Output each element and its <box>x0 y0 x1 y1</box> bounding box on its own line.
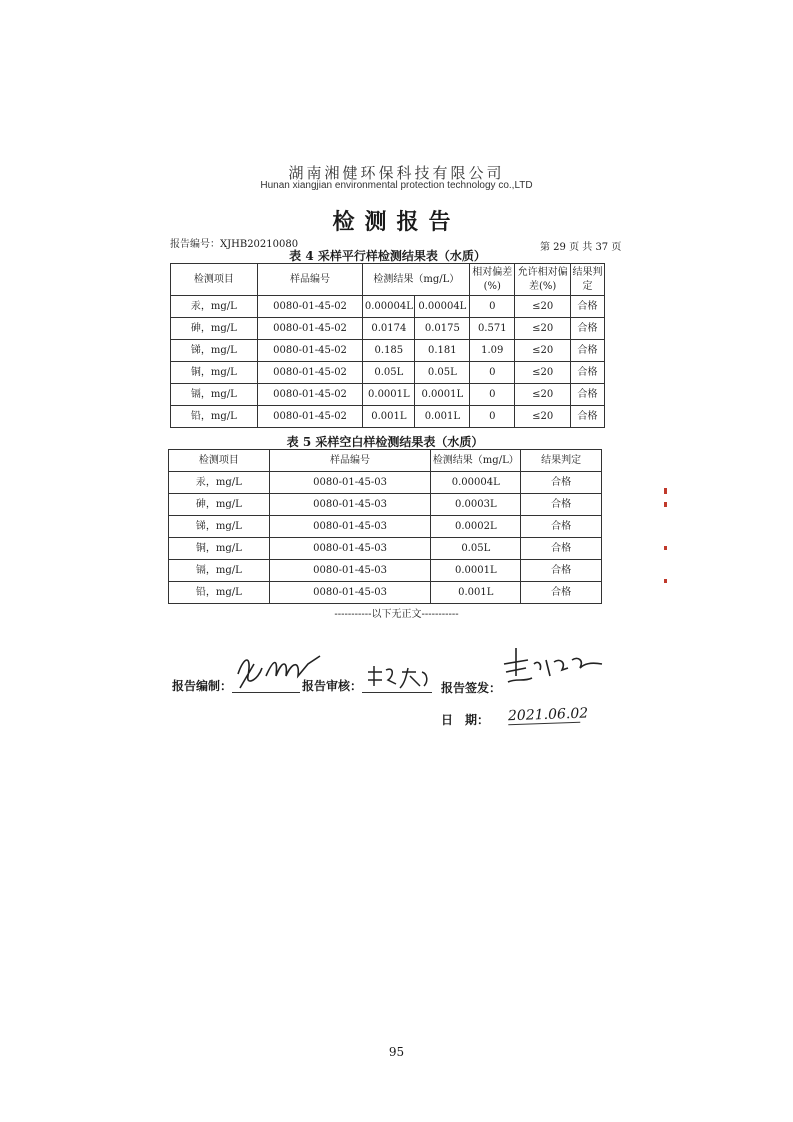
table5-row <box>169 560 602 582</box>
table4-cell-sample: 0080-01-45-02 <box>257 296 363 318</box>
table5-cell-verdict: 合格 <box>521 582 602 604</box>
end-of-content-note: -----------以下无正文----------- <box>334 609 459 620</box>
table4-cell-verdict: 合格 <box>571 384 605 406</box>
table4-cell-result-1: 0.185 <box>363 340 415 362</box>
table4-cell-sample: 0080-01-45-02 <box>257 406 363 428</box>
table4-cell-result-2: 0.0001L <box>415 384 470 406</box>
table4-cell-item: 铜，mg/L <box>171 362 258 384</box>
table4-cell-verdict: 合格 <box>571 296 605 318</box>
table5-cell-item: 铅，mg/L <box>169 582 270 604</box>
table5-cell-result: 0.0001L <box>431 560 521 582</box>
table4-cell-item: 铅，mg/L <box>171 406 258 428</box>
table4-cell-result-2: 0.001L <box>415 406 470 428</box>
table5-cell-verdict: 合格 <box>521 516 602 538</box>
table4-header-item: 检测项目 <box>171 264 258 296</box>
approved-by-signature <box>498 642 608 694</box>
table5-cell-item: 汞，mg/L <box>169 472 270 494</box>
table5-row <box>169 494 602 516</box>
table5-cell-verdict: 合格 <box>521 560 602 582</box>
table5-cell-item: 铜，mg/L <box>169 538 270 560</box>
table5-row <box>169 472 602 494</box>
table5-cell-result: 0.0002L <box>431 516 521 538</box>
table5 <box>168 449 602 604</box>
table5-cell-verdict: 合格 <box>521 494 602 516</box>
table5-cell-verdict: 合格 <box>521 472 602 494</box>
table4-cell-item: 汞，mg/L <box>171 296 258 318</box>
table4-cell-verdict: 合格 <box>571 406 605 428</box>
table4-cell-result-2: 0.05L <box>415 362 470 384</box>
date-label: 日 期： <box>441 713 490 727</box>
table4-cell-rel-dev: 1.09 <box>470 340 515 362</box>
table4-cell-allow-dev: ≤20 <box>515 296 571 318</box>
table5-cell-result: 0.001L <box>431 582 521 604</box>
table4-header-allow-dev: 允许相对偏差(%) <box>515 264 571 296</box>
table5-cell-verdict: 合格 <box>521 538 602 560</box>
table5-cell-result: 0.0003L <box>431 494 521 516</box>
table5-cell-sample: 0080-01-45-03 <box>269 582 431 604</box>
table4-cell-rel-dev: 0 <box>470 296 515 318</box>
table4-cell-sample: 0080-01-45-02 <box>257 318 363 340</box>
report-number: 报告编号：XJHB20210080 <box>170 239 299 250</box>
table4-cell-allow-dev: ≤20 <box>515 384 571 406</box>
table5-cell-sample: 0080-01-45-03 <box>269 538 431 560</box>
scan-edge-mark <box>664 579 667 583</box>
table4-cell-result-2: 0.00004L <box>415 296 470 318</box>
table4-cell-result-2: 0.181 <box>415 340 470 362</box>
table4-cell-sample: 0080-01-45-02 <box>257 340 363 362</box>
table4-row <box>171 340 605 362</box>
table5-cell-result: 0.00004L <box>431 472 521 494</box>
table4-cell-verdict: 合格 <box>571 340 605 362</box>
table4-row <box>171 384 605 406</box>
table4-cell-item: 砷，mg/L <box>171 318 258 340</box>
reviewed-by-label: 报告审核： <box>302 679 363 693</box>
scan-edge-mark <box>664 546 667 550</box>
table5-cell-result: 0.05L <box>431 538 521 560</box>
table4-cell-result-1: 0.05L <box>363 362 415 384</box>
table4-cell-result-1: 0.0174 <box>363 318 415 340</box>
table4-header-row <box>171 264 605 296</box>
page-number: 95 <box>388 1045 405 1059</box>
company-name-cn: 湖南湘健环保科技有限公司 <box>288 164 505 182</box>
table4-cell-result-2: 0.0175 <box>415 318 470 340</box>
table4-row <box>171 406 605 428</box>
table4-cell-rel-dev: 0 <box>470 384 515 406</box>
table4-cell-result-1: 0.001L <box>363 406 415 428</box>
table4-cell-allow-dev: ≤20 <box>515 318 571 340</box>
table4-cell-item: 镉，mg/L <box>171 384 258 406</box>
scan-edge-mark <box>664 502 667 507</box>
table5-cell-sample: 0080-01-45-03 <box>269 516 431 538</box>
table4-caption: 表 4 采样平行样检测结果表（水质） <box>289 249 486 263</box>
date-value: 2021.06.02 <box>507 705 589 725</box>
table5-cell-sample: 0080-01-45-03 <box>269 560 431 582</box>
table5-cell-sample: 0080-01-45-03 <box>269 472 431 494</box>
prepared-by-label: 报告编制： <box>172 679 233 693</box>
scan-edge-mark <box>664 488 667 494</box>
table4-cell-result-1: 0.0001L <box>363 384 415 406</box>
table5-row <box>169 538 602 560</box>
table5-header-row <box>169 450 602 472</box>
table4-cell-rel-dev: 0.571 <box>470 318 515 340</box>
table4-header-verdict: 结果判定 <box>571 264 605 296</box>
company-name-en: Hunan xiangjian environmental protection technology co.,LTD <box>260 180 533 191</box>
table4-cell-result-1: 0.00004L <box>363 296 415 318</box>
table4-row <box>171 362 605 384</box>
table4 <box>170 263 605 428</box>
table4-cell-allow-dev: ≤20 <box>515 340 571 362</box>
table5-cell-sample: 0080-01-45-03 <box>269 494 431 516</box>
table4-cell-item: 锑，mg/L <box>171 340 258 362</box>
table5-header-sample: 样品编号 <box>269 450 431 472</box>
table4-cell-allow-dev: ≤20 <box>515 406 571 428</box>
table4-cell-verdict: 合格 <box>571 362 605 384</box>
table4-cell-rel-dev: 0 <box>470 406 515 428</box>
table4-cell-verdict: 合格 <box>571 318 605 340</box>
report-title: 检测报告 <box>332 209 461 235</box>
reviewed-by-signature <box>364 662 434 692</box>
table4-row <box>171 318 605 340</box>
table4-header-result: 检测结果（mg/L） <box>363 264 470 296</box>
table5-caption: 表 5 采样空白样检测结果表（水质） <box>286 435 484 449</box>
table4-header-rel-dev: 相对偏差(%) <box>470 264 515 296</box>
table5-header-verdict: 结果判定 <box>521 450 602 472</box>
table4-cell-rel-dev: 0 <box>470 362 515 384</box>
table4-cell-sample: 0080-01-45-02 <box>257 362 363 384</box>
table5-row <box>169 516 602 538</box>
table4-row <box>171 296 605 318</box>
approved-by-label: 报告签发： <box>441 681 502 695</box>
table5-cell-item: 镉，mg/L <box>169 560 270 582</box>
table5-row <box>169 582 602 604</box>
table4-cell-allow-dev: ≤20 <box>515 362 571 384</box>
table5-header-item: 检测项目 <box>169 450 270 472</box>
table4-header-sample: 样品编号 <box>257 264 363 296</box>
table5-cell-item: 锑，mg/L <box>169 516 270 538</box>
page-info: 第 29 页 共 37 页 <box>540 242 622 253</box>
table4-cell-sample: 0080-01-45-02 <box>257 384 363 406</box>
table5-cell-item: 砷，mg/L <box>169 494 270 516</box>
table5-header-result: 检测结果（mg/L） <box>431 450 521 472</box>
